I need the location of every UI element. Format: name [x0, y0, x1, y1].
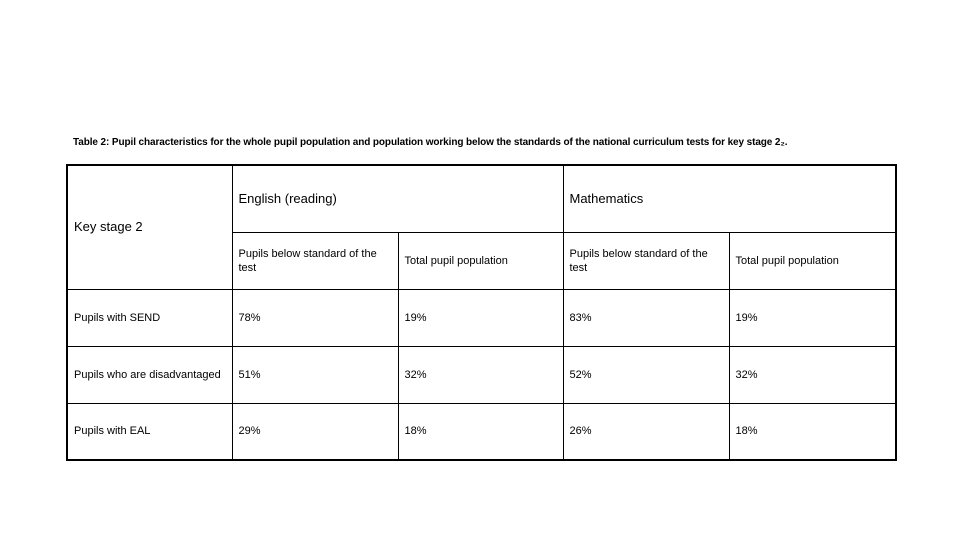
row-label: Pupils who are disadvantaged — [67, 346, 232, 403]
table-caption: Table 2: Pupil characteristics for the whole pupil population and population working below the standards of the national curriculum tests for key stage 2₂. — [73, 137, 788, 148]
subheader-english-total: Total pupil population — [398, 232, 563, 289]
table-cell: 29% — [232, 403, 398, 460]
table-cell: 32% — [398, 346, 563, 403]
table-row — [67, 346, 896, 403]
table-cell: 18% — [398, 403, 563, 460]
table-cell: 19% — [398, 289, 563, 346]
table-cell: 52% — [563, 346, 729, 403]
pupil-characteristics-table — [66, 164, 897, 461]
key-stage-label: Key stage 2 — [74, 218, 143, 234]
table-cell: 26% — [563, 403, 729, 460]
table-header-row — [67, 165, 896, 232]
table-cell: 51% — [232, 346, 398, 403]
subheader-maths-total: Total pupil population — [729, 232, 896, 289]
table-row — [67, 403, 896, 460]
table-cell: 32% — [729, 346, 896, 403]
row-label: Pupils with EAL — [67, 403, 232, 460]
subheader-maths-below: Pupils below standard of the test — [563, 232, 729, 289]
corner-header-cell — [67, 165, 232, 289]
table-cell: 83% — [563, 289, 729, 346]
table-cell: 19% — [729, 289, 896, 346]
group-header-english: English (reading) — [232, 165, 563, 232]
table-row — [67, 289, 896, 346]
subheader-english-below: Pupils below standard of the test — [232, 232, 398, 289]
table-cell: 18% — [729, 403, 896, 460]
row-label: Pupils with SEND — [67, 289, 232, 346]
table-cell: 78% — [232, 289, 398, 346]
group-header-mathematics: Mathematics — [563, 165, 896, 232]
